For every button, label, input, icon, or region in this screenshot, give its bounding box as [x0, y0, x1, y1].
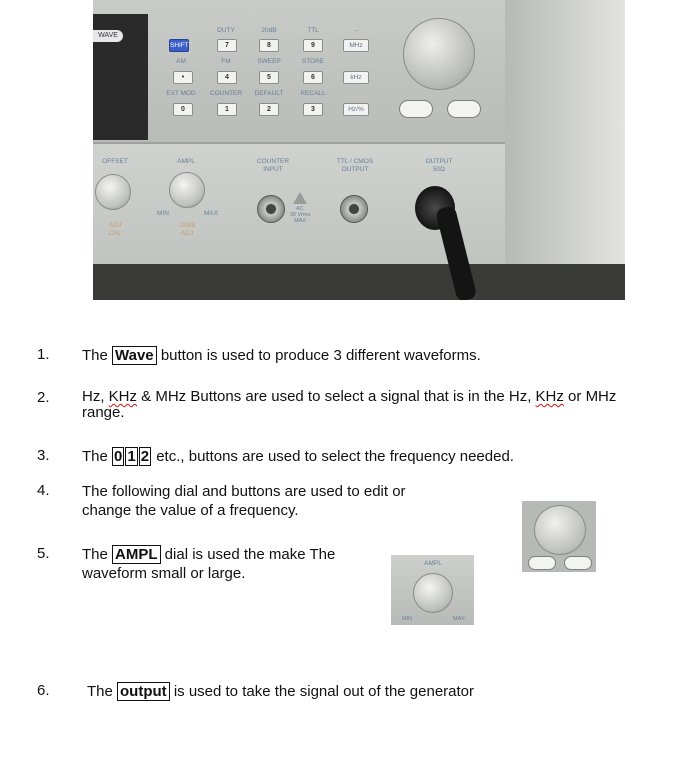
digit-box-0: 0: [114, 448, 123, 465]
item-text: button is used to produce 3 different waveforms.: [156, 347, 481, 364]
list-item: [82, 545, 372, 583]
warning-icon: [293, 192, 307, 204]
hz-key: Hz/%: [343, 103, 369, 116]
digit-box-2: 2: [140, 448, 150, 465]
shift-key: SHIFT: [169, 39, 189, 52]
label-am: AM: [176, 58, 186, 65]
list-item: [82, 389, 650, 421]
item-number: 5.: [37, 545, 50, 562]
item-text: The: [82, 347, 113, 364]
output-term-box: output: [117, 682, 170, 701]
max-label: MAX: [203, 210, 219, 217]
item-number: 2.: [37, 389, 50, 406]
min-label: MIN: [157, 210, 169, 217]
ampl-photo-label: AMPL: [424, 560, 442, 567]
key-1: 1: [217, 103, 237, 116]
key-4: 4: [217, 71, 237, 84]
wave-term-box: Wave: [112, 346, 157, 365]
key-7: 7: [217, 39, 237, 52]
offset-label: OFFSET: [102, 158, 128, 165]
adj-cal-label: ADJ CAL: [108, 222, 122, 237]
ttl-output-connector: [340, 195, 368, 223]
left-button: [528, 556, 556, 570]
dial: [534, 505, 586, 555]
label-20db: 20dB: [261, 27, 277, 34]
label-ttl: TTL: [307, 27, 319, 34]
key-9: 9: [303, 39, 323, 52]
item-text: etc., buttons are used to select the frequency needed.: [152, 448, 514, 465]
item-text: is used to take the signal out of the generator: [169, 683, 475, 700]
ampl-knob: [169, 172, 205, 208]
item-number: 3.: [37, 447, 50, 464]
key-0: 0: [173, 103, 193, 116]
label-counter: COUNTER: [209, 90, 243, 97]
spelling-flag: KHz: [108, 388, 138, 405]
key-6: 6: [303, 71, 323, 84]
key-3: 3: [303, 103, 323, 116]
label-default: DEFAULT: [254, 90, 284, 97]
item-text: or MHz range.: [82, 388, 617, 421]
label-sweep: SWEEP: [257, 58, 281, 65]
ttl-output-label: TTL / CMOS OUTPUT: [336, 158, 374, 173]
item-text: & MHz Buttons are used to select a signal that is in the Hz,: [137, 388, 536, 405]
right-arrow-button: [447, 100, 481, 118]
key-5: 5: [259, 71, 279, 84]
dial-and-buttons-photo: [522, 501, 596, 572]
min-label: MIN: [401, 616, 413, 622]
label-ext-mod: EXT MOD: [166, 90, 196, 97]
item-text: Hz,: [82, 388, 109, 405]
item-number: 1.: [37, 346, 50, 363]
ampl-dial-photo: [391, 555, 474, 625]
output-label: OUTPUT 50Ω: [425, 158, 453, 173]
wave-button: WAVE: [93, 30, 123, 42]
list-item: The following dial and buttons are used to edit or change the value of a frequency.: [82, 483, 406, 519]
att-label: -20dB ADJ: [178, 222, 196, 237]
list-item: [87, 682, 474, 701]
item-number: 6.: [37, 682, 50, 699]
list-item: [82, 447, 514, 466]
right-button: [564, 556, 592, 570]
item-number: 4.: [37, 482, 50, 499]
warning-label: AC 30 Vrms MAX: [289, 206, 311, 224]
list-item: [82, 346, 481, 365]
khz-key: kHz: [343, 71, 369, 84]
counter-input-connector: [257, 195, 285, 223]
offset-knob: [95, 174, 131, 210]
label-duty: DUTY: [217, 27, 235, 34]
label-store: STORE: [301, 58, 325, 65]
label-fm: FM: [221, 58, 231, 65]
function-generator-photo: [93, 0, 625, 300]
item-text: The: [87, 683, 118, 700]
max-label: MAX: [453, 616, 465, 622]
key-8: 8: [259, 39, 279, 52]
label-recall: RECALL: [300, 90, 326, 97]
ampl-label: AMPL: [177, 158, 195, 165]
item-text: dial is used the make The waveform small or large.: [82, 546, 336, 582]
item-text: The: [82, 546, 113, 563]
key-2: 2: [259, 103, 279, 116]
counter-input-label: COUNTER INPUT: [256, 158, 290, 173]
digit-box-1: 1: [127, 448, 136, 465]
ampl-term-box: AMPL: [112, 545, 161, 564]
left-arrow-button: [399, 100, 433, 118]
frequency-dial: [403, 18, 475, 90]
key-dot: •: [173, 71, 193, 84]
arrow-icon: ←: [353, 27, 361, 34]
ampl-dial: [413, 573, 453, 613]
item-text: The: [82, 448, 113, 465]
mhz-key: MHz: [343, 39, 369, 52]
spelling-flag: KHz: [535, 388, 564, 405]
